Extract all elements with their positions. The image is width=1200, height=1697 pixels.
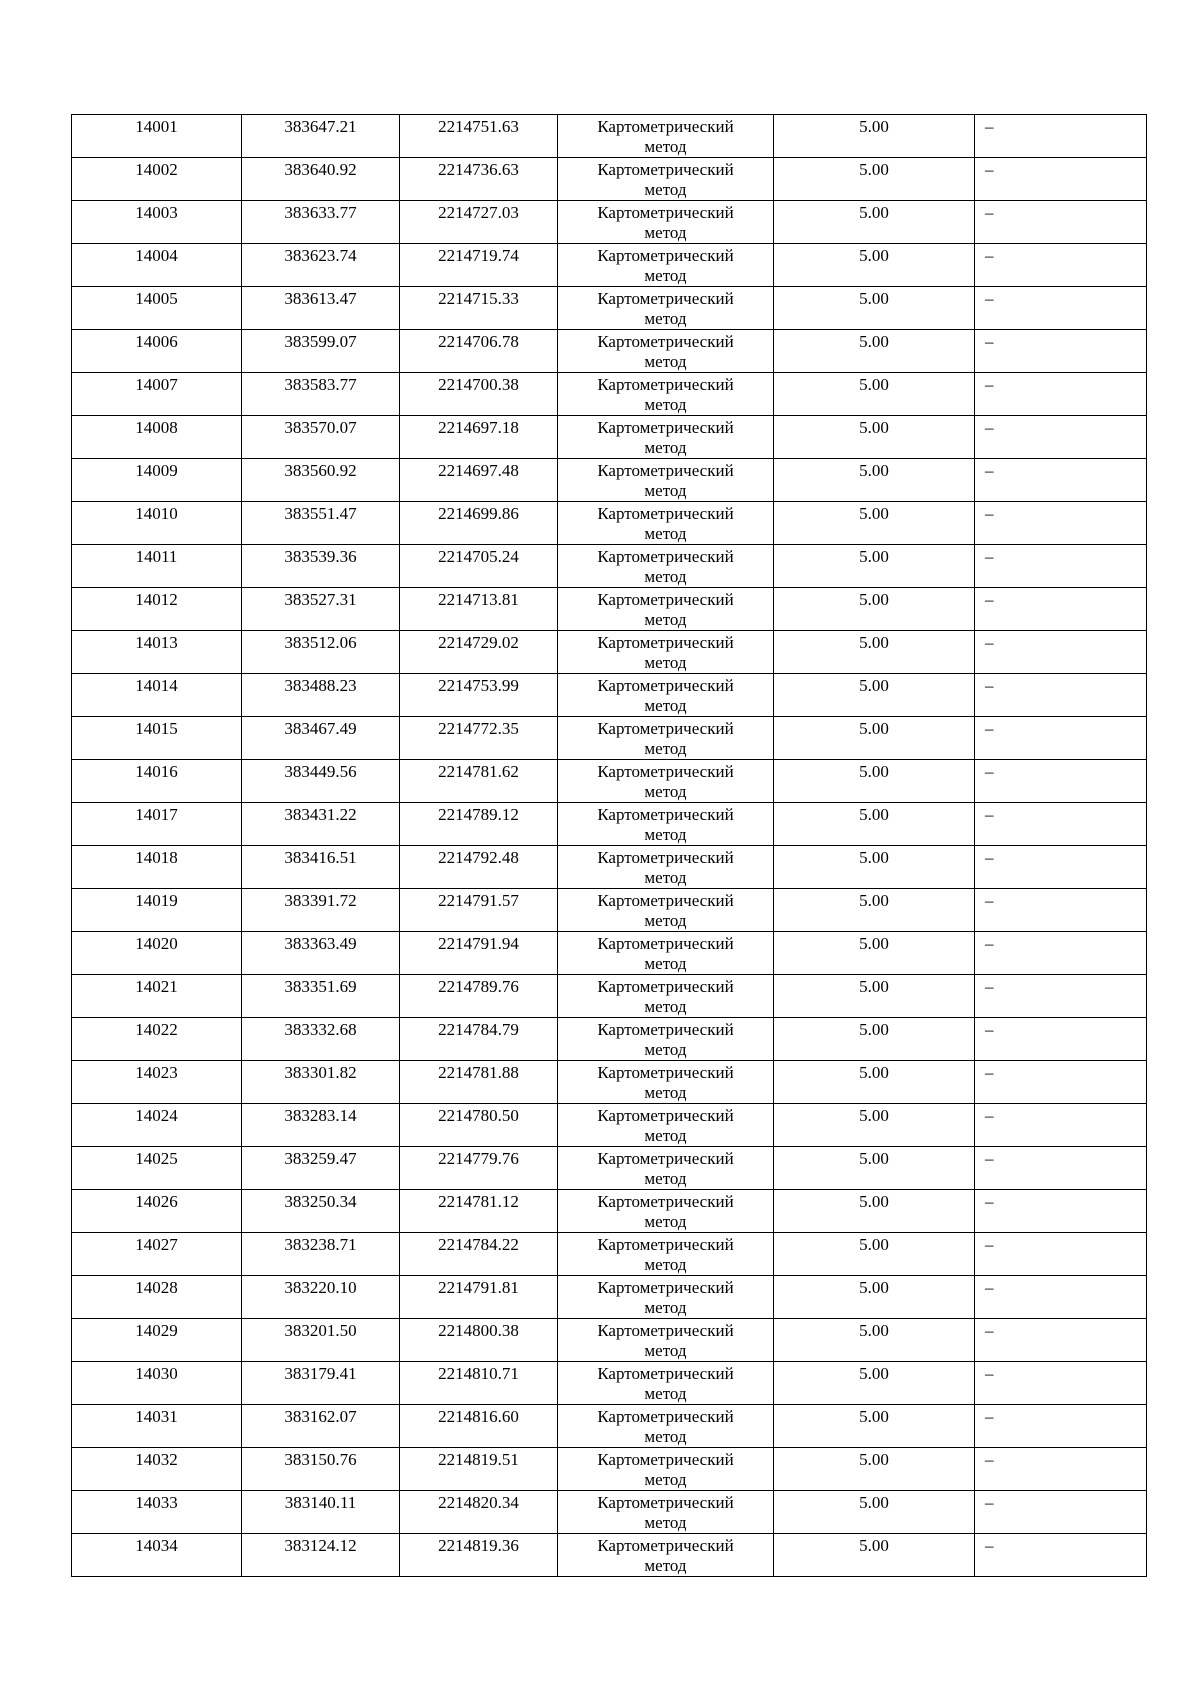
accuracy-cell: 5.00 bbox=[774, 1448, 975, 1491]
accuracy-cell: 5.00 bbox=[774, 674, 975, 717]
accuracy-cell: 5.00 bbox=[774, 717, 975, 760]
table-row bbox=[72, 1319, 1147, 1362]
table-row bbox=[72, 244, 1147, 287]
table-row bbox=[72, 459, 1147, 502]
coordinate-y-cell: 2214706.78 bbox=[400, 330, 558, 373]
accuracy-cell: 5.00 bbox=[774, 1319, 975, 1362]
table-row bbox=[72, 674, 1147, 717]
note-cell: – bbox=[975, 1104, 1147, 1147]
note-cell: – bbox=[975, 717, 1147, 760]
accuracy-cell: 5.00 bbox=[774, 889, 975, 932]
point-number-cell: 14033 bbox=[72, 1491, 242, 1534]
accuracy-cell: 5.00 bbox=[774, 760, 975, 803]
method-cell: Картометрический метод bbox=[558, 1319, 774, 1362]
note-cell: – bbox=[975, 1018, 1147, 1061]
table-row bbox=[72, 502, 1147, 545]
point-number-cell: 14021 bbox=[72, 975, 242, 1018]
table-row bbox=[72, 975, 1147, 1018]
coordinate-y-cell: 2214772.35 bbox=[400, 717, 558, 760]
accuracy-cell: 5.00 bbox=[774, 803, 975, 846]
coordinate-y-cell: 2214780.50 bbox=[400, 1104, 558, 1147]
coordinate-y-cell: 2214820.34 bbox=[400, 1491, 558, 1534]
coordinate-x-cell: 383539.36 bbox=[242, 545, 400, 588]
point-number-cell: 14024 bbox=[72, 1104, 242, 1147]
note-cell: – bbox=[975, 115, 1147, 158]
note-cell: – bbox=[975, 588, 1147, 631]
method-cell: Картометрический метод bbox=[558, 416, 774, 459]
coordinate-x-cell: 383391.72 bbox=[242, 889, 400, 932]
accuracy-cell: 5.00 bbox=[774, 459, 975, 502]
table-row bbox=[72, 330, 1147, 373]
coordinate-y-cell: 2214784.79 bbox=[400, 1018, 558, 1061]
method-cell: Картометрический метод bbox=[558, 846, 774, 889]
table-row bbox=[72, 545, 1147, 588]
point-number-cell: 14006 bbox=[72, 330, 242, 373]
coordinate-y-cell: 2214729.02 bbox=[400, 631, 558, 674]
accuracy-cell: 5.00 bbox=[774, 1491, 975, 1534]
method-cell: Картометрический метод bbox=[558, 1405, 774, 1448]
table-row bbox=[72, 803, 1147, 846]
method-cell: Картометрический метод bbox=[558, 459, 774, 502]
note-cell: – bbox=[975, 760, 1147, 803]
note-cell: – bbox=[975, 889, 1147, 932]
table-row bbox=[72, 631, 1147, 674]
accuracy-cell: 5.00 bbox=[774, 373, 975, 416]
coordinate-x-cell: 383201.50 bbox=[242, 1319, 400, 1362]
accuracy-cell: 5.00 bbox=[774, 287, 975, 330]
point-number-cell: 14018 bbox=[72, 846, 242, 889]
coordinate-x-cell: 383332.68 bbox=[242, 1018, 400, 1061]
coordinate-y-cell: 2214751.63 bbox=[400, 115, 558, 158]
table-row bbox=[72, 115, 1147, 158]
accuracy-cell: 5.00 bbox=[774, 115, 975, 158]
point-number-cell: 14030 bbox=[72, 1362, 242, 1405]
accuracy-cell: 5.00 bbox=[774, 1362, 975, 1405]
coordinate-y-cell: 2214753.99 bbox=[400, 674, 558, 717]
method-cell: Картометрический метод bbox=[558, 588, 774, 631]
coordinate-y-cell: 2214816.60 bbox=[400, 1405, 558, 1448]
point-number-cell: 14004 bbox=[72, 244, 242, 287]
note-cell: – bbox=[975, 201, 1147, 244]
table-row bbox=[72, 889, 1147, 932]
coordinate-y-cell: 2214791.94 bbox=[400, 932, 558, 975]
coordinate-y-cell: 2214779.76 bbox=[400, 1147, 558, 1190]
point-number-cell: 14015 bbox=[72, 717, 242, 760]
note-cell: – bbox=[975, 1190, 1147, 1233]
coordinate-y-cell: 2214819.36 bbox=[400, 1534, 558, 1577]
coordinate-x-cell: 383363.49 bbox=[242, 932, 400, 975]
accuracy-cell: 5.00 bbox=[774, 932, 975, 975]
coordinate-x-cell: 383623.74 bbox=[242, 244, 400, 287]
coordinate-y-cell: 2214791.81 bbox=[400, 1276, 558, 1319]
accuracy-cell: 5.00 bbox=[774, 1018, 975, 1061]
coordinate-y-cell: 2214789.76 bbox=[400, 975, 558, 1018]
coordinate-y-cell: 2214699.86 bbox=[400, 502, 558, 545]
method-cell: Картометрический метод bbox=[558, 932, 774, 975]
coordinate-x-cell: 383140.11 bbox=[242, 1491, 400, 1534]
point-number-cell: 14031 bbox=[72, 1405, 242, 1448]
coordinate-x-cell: 383150.76 bbox=[242, 1448, 400, 1491]
note-cell: – bbox=[975, 330, 1147, 373]
point-number-cell: 14008 bbox=[72, 416, 242, 459]
accuracy-cell: 5.00 bbox=[774, 1104, 975, 1147]
accuracy-cell: 5.00 bbox=[774, 1190, 975, 1233]
table-row bbox=[72, 1534, 1147, 1577]
coordinate-x-cell: 383431.22 bbox=[242, 803, 400, 846]
coordinate-y-cell: 2214784.22 bbox=[400, 1233, 558, 1276]
point-number-cell: 14014 bbox=[72, 674, 242, 717]
coordinate-y-cell: 2214719.74 bbox=[400, 244, 558, 287]
point-number-cell: 14032 bbox=[72, 1448, 242, 1491]
coordinates-table bbox=[71, 114, 1147, 1577]
table-row bbox=[72, 932, 1147, 975]
coordinate-y-cell: 2214697.18 bbox=[400, 416, 558, 459]
method-cell: Картометрический метод bbox=[558, 545, 774, 588]
point-number-cell: 14009 bbox=[72, 459, 242, 502]
note-cell: – bbox=[975, 1061, 1147, 1104]
coordinate-x-cell: 383512.06 bbox=[242, 631, 400, 674]
method-cell: Картометрический метод bbox=[558, 115, 774, 158]
point-number-cell: 14016 bbox=[72, 760, 242, 803]
coordinate-x-cell: 383488.23 bbox=[242, 674, 400, 717]
point-number-cell: 14025 bbox=[72, 1147, 242, 1190]
accuracy-cell: 5.00 bbox=[774, 1147, 975, 1190]
point-number-cell: 14005 bbox=[72, 287, 242, 330]
method-cell: Картометрический метод bbox=[558, 1534, 774, 1577]
coordinate-x-cell: 383259.47 bbox=[242, 1147, 400, 1190]
coordinate-y-cell: 2214736.63 bbox=[400, 158, 558, 201]
note-cell: – bbox=[975, 502, 1147, 545]
point-number-cell: 14029 bbox=[72, 1319, 242, 1362]
note-cell: – bbox=[975, 1147, 1147, 1190]
coordinate-y-cell: 2214791.57 bbox=[400, 889, 558, 932]
note-cell: – bbox=[975, 1276, 1147, 1319]
point-number-cell: 14020 bbox=[72, 932, 242, 975]
coordinates-table-body bbox=[72, 115, 1147, 1577]
coordinate-x-cell: 383647.21 bbox=[242, 115, 400, 158]
coordinate-y-cell: 2214819.51 bbox=[400, 1448, 558, 1491]
method-cell: Картометрический метод bbox=[558, 1104, 774, 1147]
method-cell: Картометрический метод bbox=[558, 373, 774, 416]
accuracy-cell: 5.00 bbox=[774, 545, 975, 588]
note-cell: – bbox=[975, 244, 1147, 287]
table-row bbox=[72, 1448, 1147, 1491]
method-cell: Картометрический метод bbox=[558, 1147, 774, 1190]
point-number-cell: 14028 bbox=[72, 1276, 242, 1319]
note-cell: – bbox=[975, 287, 1147, 330]
method-cell: Картометрический метод bbox=[558, 244, 774, 287]
coordinate-y-cell: 2214789.12 bbox=[400, 803, 558, 846]
note-cell: – bbox=[975, 416, 1147, 459]
coordinate-x-cell: 383250.34 bbox=[242, 1190, 400, 1233]
table-row bbox=[72, 717, 1147, 760]
coordinate-x-cell: 383570.07 bbox=[242, 416, 400, 459]
point-number-cell: 14003 bbox=[72, 201, 242, 244]
coordinate-y-cell: 2214715.33 bbox=[400, 287, 558, 330]
coordinate-y-cell: 2214727.03 bbox=[400, 201, 558, 244]
point-number-cell: 14013 bbox=[72, 631, 242, 674]
coordinate-y-cell: 2214700.38 bbox=[400, 373, 558, 416]
point-number-cell: 14010 bbox=[72, 502, 242, 545]
method-cell: Картометрический метод bbox=[558, 1061, 774, 1104]
table-row bbox=[72, 416, 1147, 459]
accuracy-cell: 5.00 bbox=[774, 502, 975, 545]
note-cell: – bbox=[975, 631, 1147, 674]
coordinate-x-cell: 383449.56 bbox=[242, 760, 400, 803]
note-cell: – bbox=[975, 1448, 1147, 1491]
note-cell: – bbox=[975, 1362, 1147, 1405]
coordinate-y-cell: 2214800.38 bbox=[400, 1319, 558, 1362]
table-row bbox=[72, 1233, 1147, 1276]
accuracy-cell: 5.00 bbox=[774, 244, 975, 287]
accuracy-cell: 5.00 bbox=[774, 158, 975, 201]
note-cell: – bbox=[975, 373, 1147, 416]
coordinate-y-cell: 2214697.48 bbox=[400, 459, 558, 502]
accuracy-cell: 5.00 bbox=[774, 201, 975, 244]
table-row bbox=[72, 1061, 1147, 1104]
method-cell: Картометрический метод bbox=[558, 287, 774, 330]
point-number-cell: 14011 bbox=[72, 545, 242, 588]
coordinate-x-cell: 383583.77 bbox=[242, 373, 400, 416]
note-cell: – bbox=[975, 1491, 1147, 1534]
table-row bbox=[72, 287, 1147, 330]
table-row bbox=[72, 1362, 1147, 1405]
method-cell: Картометрический метод bbox=[558, 717, 774, 760]
coordinate-y-cell: 2214781.12 bbox=[400, 1190, 558, 1233]
coordinate-x-cell: 383416.51 bbox=[242, 846, 400, 889]
table-row bbox=[72, 373, 1147, 416]
point-number-cell: 14019 bbox=[72, 889, 242, 932]
method-cell: Картометрический метод bbox=[558, 1190, 774, 1233]
method-cell: Картометрический метод bbox=[558, 1018, 774, 1061]
note-cell: – bbox=[975, 674, 1147, 717]
table-row bbox=[72, 158, 1147, 201]
note-cell: – bbox=[975, 975, 1147, 1018]
point-number-cell: 14001 bbox=[72, 115, 242, 158]
coordinate-x-cell: 383599.07 bbox=[242, 330, 400, 373]
coordinate-x-cell: 383640.92 bbox=[242, 158, 400, 201]
point-number-cell: 14007 bbox=[72, 373, 242, 416]
note-cell: – bbox=[975, 932, 1147, 975]
coordinate-x-cell: 383613.47 bbox=[242, 287, 400, 330]
accuracy-cell: 5.00 bbox=[774, 1061, 975, 1104]
table-row bbox=[72, 760, 1147, 803]
point-number-cell: 14017 bbox=[72, 803, 242, 846]
coordinate-y-cell: 2214781.88 bbox=[400, 1061, 558, 1104]
method-cell: Картометрический метод bbox=[558, 975, 774, 1018]
accuracy-cell: 5.00 bbox=[774, 846, 975, 889]
coordinate-y-cell: 2214713.81 bbox=[400, 588, 558, 631]
accuracy-cell: 5.00 bbox=[774, 1405, 975, 1448]
table-row bbox=[72, 846, 1147, 889]
note-cell: – bbox=[975, 1233, 1147, 1276]
note-cell: – bbox=[975, 459, 1147, 502]
table-row bbox=[72, 1491, 1147, 1534]
method-cell: Картометрический метод bbox=[558, 1448, 774, 1491]
method-cell: Картометрический метод bbox=[558, 1276, 774, 1319]
coordinate-y-cell: 2214810.71 bbox=[400, 1362, 558, 1405]
table-row bbox=[72, 1405, 1147, 1448]
note-cell: – bbox=[975, 803, 1147, 846]
point-number-cell: 14022 bbox=[72, 1018, 242, 1061]
accuracy-cell: 5.00 bbox=[774, 330, 975, 373]
accuracy-cell: 5.00 bbox=[774, 588, 975, 631]
point-number-cell: 14002 bbox=[72, 158, 242, 201]
table-row bbox=[72, 1276, 1147, 1319]
method-cell: Картометрический метод bbox=[558, 760, 774, 803]
table-row bbox=[72, 1104, 1147, 1147]
coordinate-x-cell: 383124.12 bbox=[242, 1534, 400, 1577]
method-cell: Картометрический метод bbox=[558, 674, 774, 717]
note-cell: – bbox=[975, 1319, 1147, 1362]
accuracy-cell: 5.00 bbox=[774, 1534, 975, 1577]
method-cell: Картометрический метод bbox=[558, 201, 774, 244]
method-cell: Картометрический метод bbox=[558, 631, 774, 674]
point-number-cell: 14034 bbox=[72, 1534, 242, 1577]
coordinate-y-cell: 2214792.48 bbox=[400, 846, 558, 889]
method-cell: Картометрический метод bbox=[558, 158, 774, 201]
coordinate-x-cell: 383283.14 bbox=[242, 1104, 400, 1147]
method-cell: Картометрический метод bbox=[558, 502, 774, 545]
method-cell: Картометрический метод bbox=[558, 803, 774, 846]
coordinate-x-cell: 383633.77 bbox=[242, 201, 400, 244]
point-number-cell: 14012 bbox=[72, 588, 242, 631]
accuracy-cell: 5.00 bbox=[774, 1276, 975, 1319]
coordinate-x-cell: 383551.47 bbox=[242, 502, 400, 545]
coordinate-x-cell: 383238.71 bbox=[242, 1233, 400, 1276]
coordinate-x-cell: 383467.49 bbox=[242, 717, 400, 760]
note-cell: – bbox=[975, 158, 1147, 201]
coordinate-y-cell: 2214705.24 bbox=[400, 545, 558, 588]
coordinate-x-cell: 383527.31 bbox=[242, 588, 400, 631]
method-cell: Картометрический метод bbox=[558, 1362, 774, 1405]
accuracy-cell: 5.00 bbox=[774, 1233, 975, 1276]
note-cell: – bbox=[975, 1405, 1147, 1448]
method-cell: Картометрический метод bbox=[558, 1491, 774, 1534]
coordinate-x-cell: 383162.07 bbox=[242, 1405, 400, 1448]
coordinate-x-cell: 383560.92 bbox=[242, 459, 400, 502]
coordinate-x-cell: 383351.69 bbox=[242, 975, 400, 1018]
table-row bbox=[72, 1147, 1147, 1190]
table-row bbox=[72, 588, 1147, 631]
table-row bbox=[72, 1190, 1147, 1233]
method-cell: Картометрический метод bbox=[558, 889, 774, 932]
point-number-cell: 14027 bbox=[72, 1233, 242, 1276]
coordinate-x-cell: 383220.10 bbox=[242, 1276, 400, 1319]
coordinate-x-cell: 383179.41 bbox=[242, 1362, 400, 1405]
method-cell: Картометрический метод bbox=[558, 330, 774, 373]
accuracy-cell: 5.00 bbox=[774, 975, 975, 1018]
point-number-cell: 14026 bbox=[72, 1190, 242, 1233]
table-row bbox=[72, 1018, 1147, 1061]
accuracy-cell: 5.00 bbox=[774, 631, 975, 674]
accuracy-cell: 5.00 bbox=[774, 416, 975, 459]
point-number-cell: 14023 bbox=[72, 1061, 242, 1104]
coordinate-y-cell: 2214781.62 bbox=[400, 760, 558, 803]
method-cell: Картометрический метод bbox=[558, 1233, 774, 1276]
note-cell: – bbox=[975, 545, 1147, 588]
note-cell: – bbox=[975, 1534, 1147, 1577]
note-cell: – bbox=[975, 846, 1147, 889]
table-row bbox=[72, 201, 1147, 244]
coordinate-x-cell: 383301.82 bbox=[242, 1061, 400, 1104]
